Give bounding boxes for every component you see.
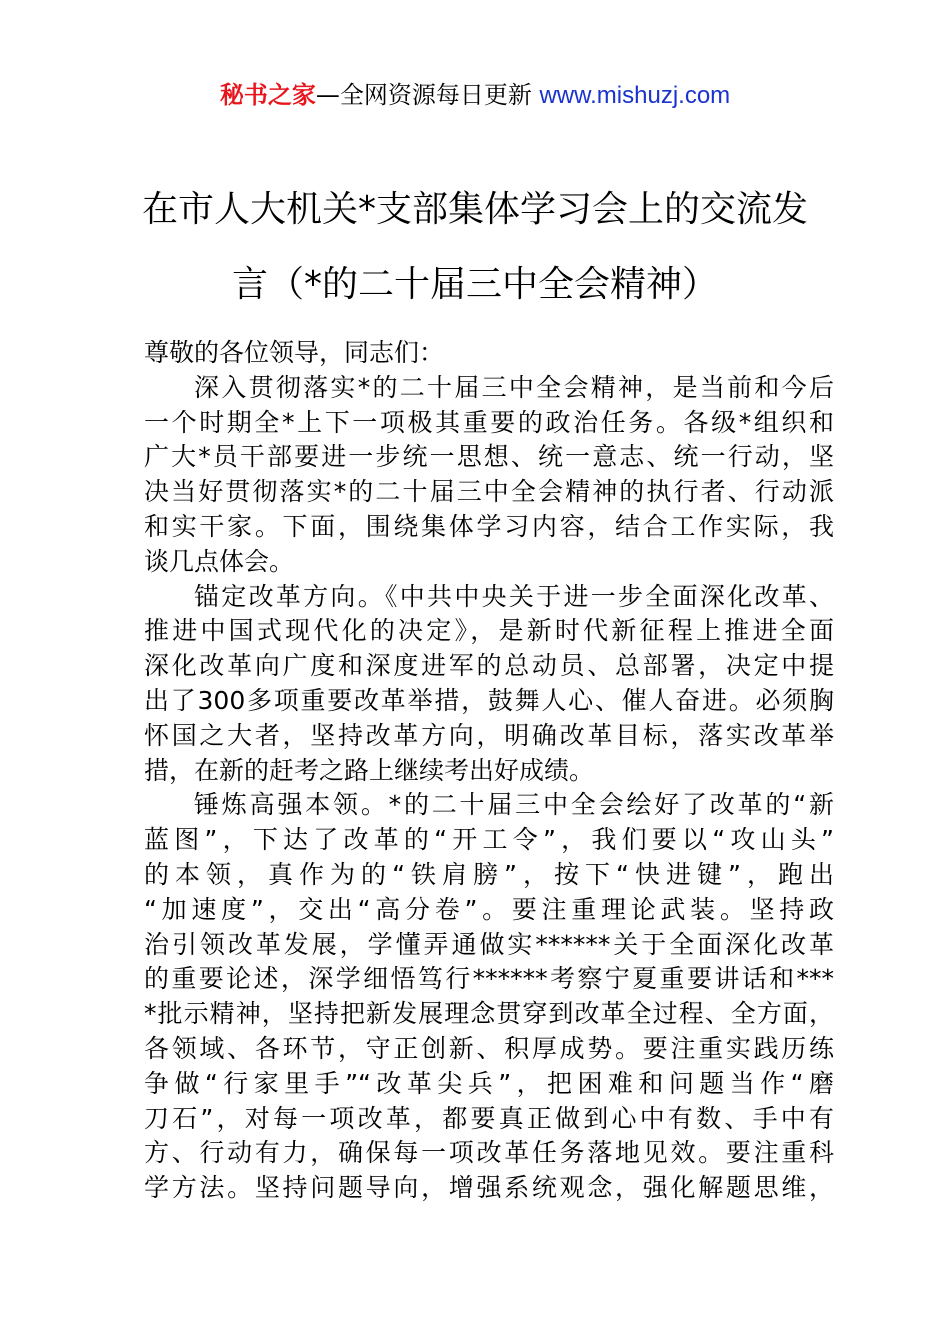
body-line: 怀国之大者，坚持改革方向，明确改革目标，落实改革举 [144,720,834,750]
body-line: 的重要论述，深学细悟笃行******考察宁夏重要讲话和*** [144,964,834,994]
document-title [0,172,950,322]
body-line: 蓝图”，下达了改革的“开工令”，我们要以“攻山头” [144,825,834,855]
body-line: 方、行动有力，确保每一项改革任务落地见效。要注重科 [144,1138,834,1168]
body-line: 深入贯彻落实*的二十届三中全会精神，是当前和今后 [194,372,834,402]
body-line: 决当好贯彻落实*的二十届三中全会精神的执行者、行动派 [144,477,834,507]
body-line: 锚定改革方向。《中共中央关于进一步全面深化改革、 [194,581,834,611]
site-tagline: —全网资源每日更新 [315,81,540,109]
body-line: 治引领改革发展，学懂弄通做实******关于全面深化改革 [144,929,834,959]
body-line: 推进中国式现代化的决定》，是新时代新征程上推进全面 [144,616,834,646]
site-url-link[interactable]: www.mishuzj.com [539,82,731,109]
body-line: *批示精神，坚持把新发展理念贯穿到改革全过程、全方面， [144,999,834,1029]
body-line: 广大*员干部要进一步统一思想、统一意志、统一行动，坚 [144,442,834,472]
body-line: 锤炼高强本领。*的二十届三中全会绘好了改革的“新 [194,790,834,820]
title-line-1: 在市人大机关*支部集体学习会上的交流发 [141,189,808,230]
body-line: 各领域、各环节，守正创新、积厚成势。要注重实践历练 [144,1033,834,1063]
site-header [0,78,950,113]
body-line: 的本领，真作为的“铁肩膀”，按下“快进键”，跑出 [144,859,834,889]
body-line: “加速度”，交出“高分卷”。要注重理论武装。坚持政 [144,894,834,924]
body-line: 争做“行家里手”“改革尖兵”，把困难和问题当作“磨 [144,1068,834,1098]
body-line: 措，在新的赶考之路上继续考出好成绩。 [144,755,595,785]
site-brand: 秘书之家 [219,81,316,109]
body-line: 谈几点体会。 [144,546,295,576]
body-line: 出了300多项重要改革举措，鼓舞人心、催人奋进。必须胸 [144,685,834,715]
salutation: 尊敬的各位领导，同志们： [144,338,445,367]
title-line-2: 言（*的二十届三中全会精神） [231,264,718,305]
body-line: 一个时期全*上下一项极其重要的政治任务。各级*组织和 [144,407,834,437]
body-line: 和实干家。下面，围绕集体学习内容，结合工作实际，我 [144,511,834,541]
body-line: 深化改革向广度和深度进军的总动员、总部署，决定中提 [144,651,834,681]
body-line: 刀石”，对每一项改革，都要真正做到心中有数、手中有 [144,1103,834,1133]
body-line: 学方法。坚持问题导向，增强系统观念，强化解题思维， [144,1173,834,1203]
document-body [144,336,834,1206]
